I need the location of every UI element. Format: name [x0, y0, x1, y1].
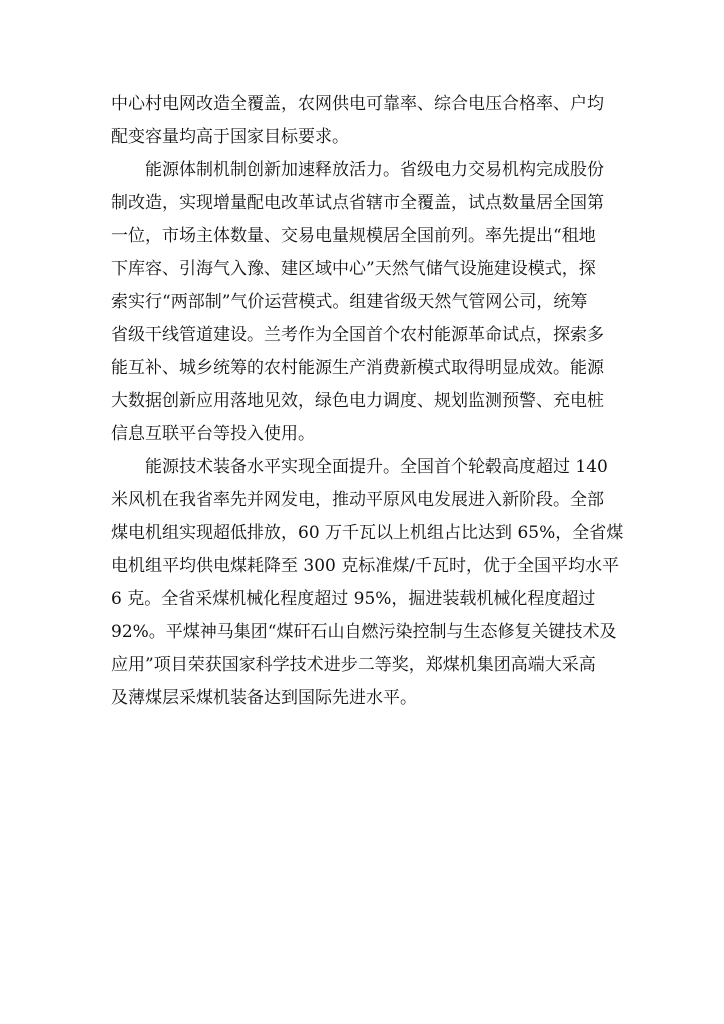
text-line: 及薄煤层采煤机装备达到国际先进水平。	[111, 688, 417, 708]
paragraph-3	[111, 451, 623, 715]
text-line: 92%。平煤神马集团“煤矸石山自燃污染控制与生态修复关键技术及	[111, 622, 617, 642]
paragraph-1	[111, 88, 623, 154]
text-line: 信息互联平台等投入使用。	[111, 424, 315, 444]
text-line: 电机组平均供电煤耗降至 300 克标准煤/千瓦时，优于全国平均水平	[111, 556, 619, 576]
text-line: 大数据创新应用落地见效，绿色电力调度、规划监测预警、充电桩	[111, 391, 604, 411]
text-line: 制改造，实现增量配电改革试点省辖市全覆盖，试点数量居全国第	[111, 193, 604, 213]
document-body	[111, 88, 623, 715]
paragraph-2	[111, 154, 623, 451]
text-line: 省级干线管道建设。兰考作为全国首个农村能源革命试点，探索多	[111, 325, 604, 345]
text-line: 配变容量均高于国家目标要求。	[111, 127, 349, 147]
text-line: 一位，市场主体数量、交易电量规模居全国前列。率先提出“租地	[111, 226, 596, 246]
text-line: 下库容、引海气入豫、建区域中心”天然气储气设施建设模式，探	[111, 259, 596, 279]
text-line: 米风机在我省率先并网发电，推动平原风电发展进入新阶段。全部	[111, 490, 604, 510]
text-line: 索实行“两部制”气价运营模式。组建省级天然气管网公司，统筹	[111, 292, 588, 312]
text-line: 中心村电网改造全覆盖，农网供电可靠率、综合电压合格率、户均	[111, 94, 604, 114]
text-line: 能源技术装备水平实现全面提升。全国首个轮毂高度超过 140	[145, 457, 608, 477]
text-line: 能源体制机制创新加速释放活力。省级电力交易机构完成股份	[145, 160, 604, 180]
text-line: 应用”项目荣获国家科学技术进步二等奖，郑煤机集团高端大采高	[111, 655, 596, 675]
text-line: 6 克。全省采煤机械化程度超过 95%，掘进装载机械化程度超过	[111, 589, 596, 609]
text-line: 能互补、城乡统筹的农村能源生产消费新模式取得明显成效。能源	[111, 358, 604, 378]
text-line: 煤电机组实现超低排放，60 万千瓦以上机组占比达到 65%，全省煤	[111, 523, 624, 543]
